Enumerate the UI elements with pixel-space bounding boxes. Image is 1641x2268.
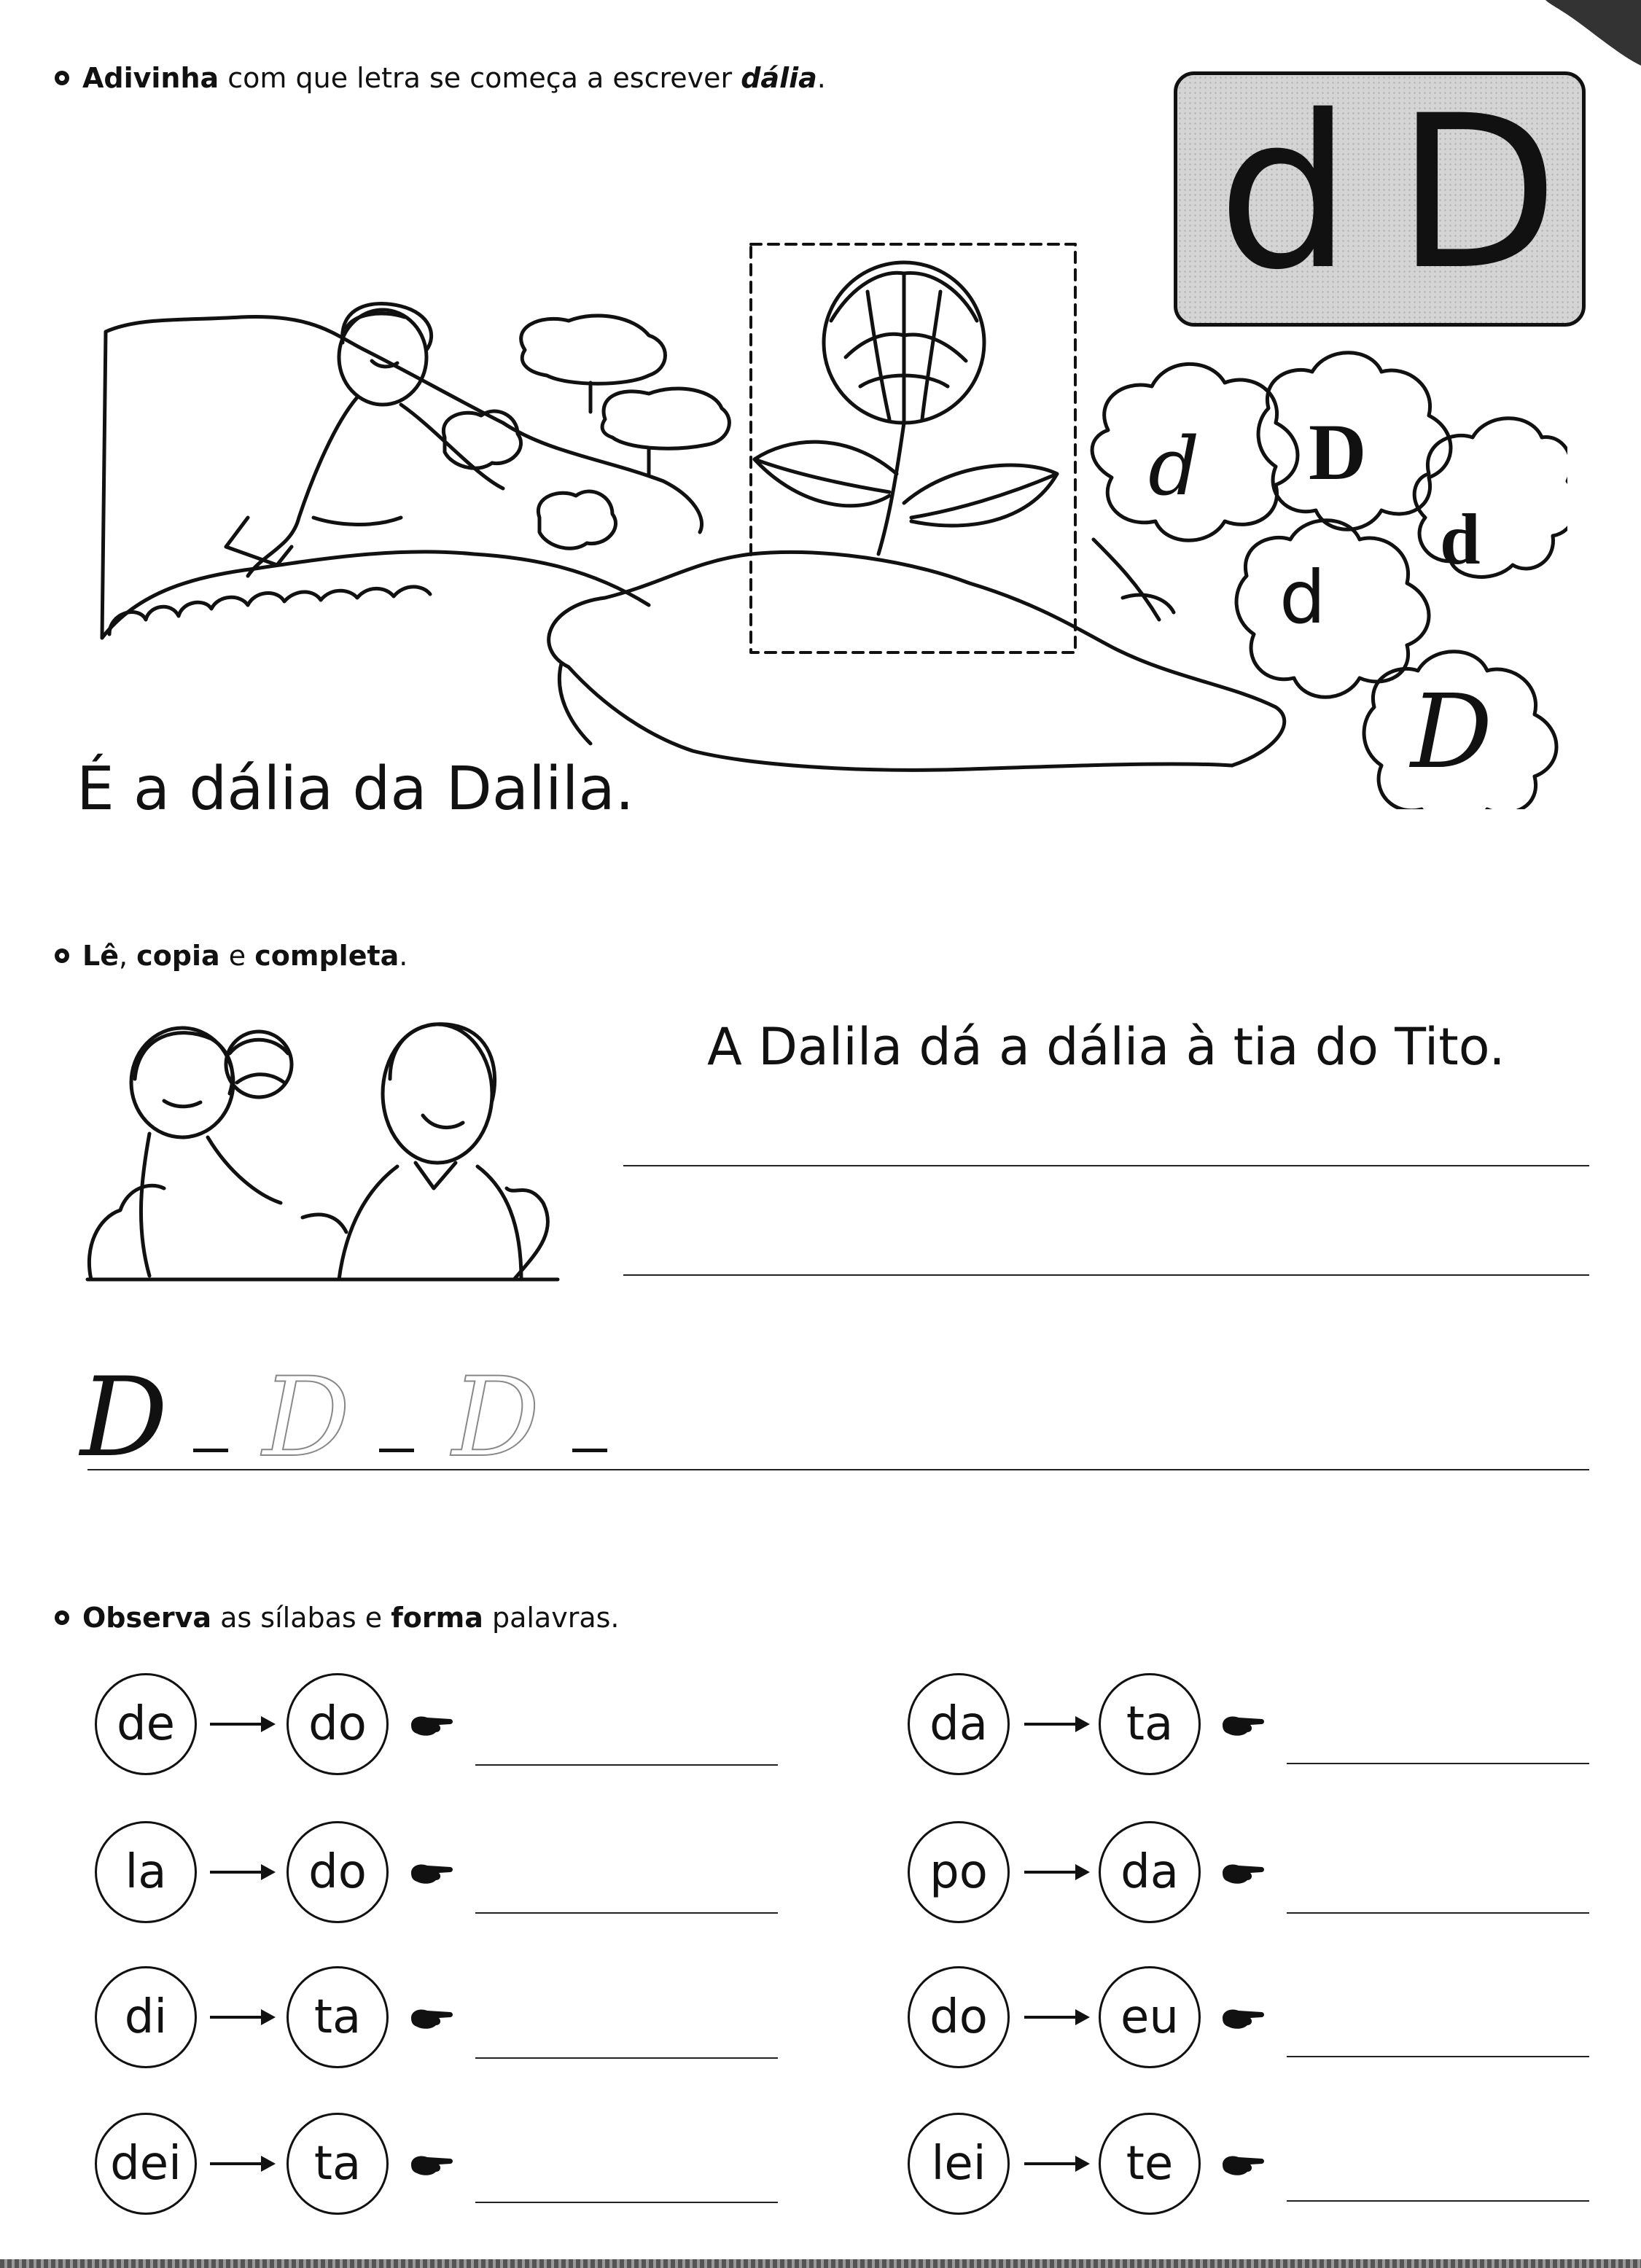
letter-lowercase: d: [1217, 71, 1352, 316]
caption-dahlia: É a dália da Dalila.: [77, 755, 634, 824]
flower-letter-d-1: d: [1148, 420, 1200, 513]
scan-corner-artifact: [1545, 0, 1641, 66]
instruction-observe-syllables: Observa as sílabas e forma palavras.: [55, 1604, 619, 1632]
answer-line[interactable]: [475, 1764, 778, 1766]
flower-letter-d-2: d: [1440, 499, 1481, 580]
answer-line[interactable]: [475, 2057, 778, 2059]
pointing-hand-icon: [410, 2005, 453, 2031]
flower-letter-D-2: D: [1411, 673, 1493, 792]
flower-letter-d-3: d: [1279, 555, 1326, 640]
pointing-hand-icon: [1221, 1860, 1265, 1886]
answer-line[interactable]: [1287, 1763, 1589, 1764]
arrow-right-icon: [210, 2162, 273, 2165]
answer-line[interactable]: [1287, 2200, 1589, 2202]
dash-2: [379, 1449, 414, 1452]
dash-1: [193, 1449, 228, 1452]
arrow-right-icon: [1024, 2162, 1087, 2165]
syllable-circle: ta: [1099, 1673, 1201, 1775]
flower-letter-D-1: D: [1309, 408, 1367, 496]
syllable-circle: ta: [287, 1966, 389, 2068]
cursive-letter-trace-2[interactable]: D: [452, 1355, 540, 1481]
pointing-hand-icon: [410, 1860, 453, 1886]
syllable-circle: te: [1099, 2113, 1201, 2215]
syllable-circle: de: [95, 1673, 197, 1775]
instruction-read-copy: Lê, copia e completa.: [55, 942, 408, 970]
syllable-circle: la: [95, 1821, 197, 1923]
dash-3: [572, 1449, 607, 1452]
answer-line[interactable]: [1287, 2056, 1589, 2057]
writing-line-2[interactable]: [623, 1274, 1589, 1276]
bullet-icon: [55, 948, 69, 963]
pointing-hand-icon: [410, 1712, 453, 1738]
answer-line[interactable]: [475, 1912, 778, 1914]
syllable-circle: da: [908, 1673, 1010, 1775]
pointing-hand-icon: [1221, 2005, 1265, 2031]
sentence-to-copy: A Dalila dá a dália à tia do Tito.: [707, 1017, 1505, 1077]
letter-uppercase: D: [1396, 71, 1559, 316]
answer-line[interactable]: [475, 2202, 778, 2203]
answer-line[interactable]: [1287, 1912, 1589, 1914]
scan-edge-artifact: [0, 2259, 1641, 2268]
syllable-circle: do: [287, 1821, 389, 1923]
syllable-circle: lei: [908, 2113, 1010, 2215]
cursive-writing-line[interactable]: [87, 1469, 1589, 1470]
bullet-icon: [55, 1610, 69, 1625]
girl-giving-flower-illustration: [84, 1013, 565, 1283]
arrow-right-icon: [1024, 2016, 1087, 2019]
cursive-letter-model: D: [80, 1355, 168, 1481]
syllable-circle: do: [908, 1966, 1010, 2068]
girl-picking-dahlias-illustration: [95, 241, 1567, 809]
syllable-circle: di: [95, 1966, 197, 2068]
instruction-guess-letter: Adivinha com que letra se começa a escrever dália.: [55, 64, 826, 92]
arrow-right-icon: [1024, 1723, 1087, 1726]
arrow-right-icon: [210, 1871, 273, 1874]
pointing-hand-icon: [1221, 1712, 1265, 1738]
syllable-circle: dei: [95, 2113, 197, 2215]
syllable-circle: do: [287, 1673, 389, 1775]
arrow-right-icon: [210, 1723, 273, 1726]
writing-line-1[interactable]: [623, 1165, 1589, 1166]
syllable-circle: eu: [1099, 1966, 1201, 2068]
syllable-circle: ta: [287, 2113, 389, 2215]
cursive-letter-trace-1[interactable]: D: [262, 1355, 351, 1481]
syllable-circle: da: [1099, 1821, 1201, 1923]
bullet-icon: [55, 71, 69, 85]
pointing-hand-icon: [1221, 2151, 1265, 2178]
arrow-right-icon: [210, 2016, 273, 2019]
syllable-circle: po: [908, 1821, 1010, 1923]
pointing-hand-icon: [410, 2151, 453, 2178]
arrow-right-icon: [1024, 1871, 1087, 1874]
